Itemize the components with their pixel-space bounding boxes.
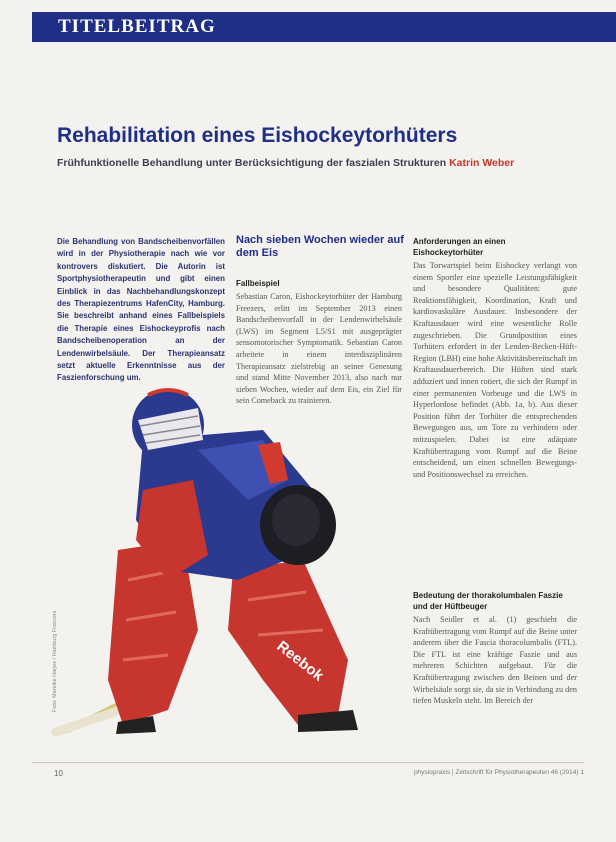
journal-source: physiopraxis | Zeitschrift für Physiotherapeuten 46 (2014) 1 — [413, 769, 584, 776]
fascia-text: Nach Seidler et al. (1) geschieht die Kraftübertragung vom Rumpf auf die Beine unter anderem über die Fascia thoracolumbalis (FTL). Die FTL ist eine kräftige Faszie und aus mehreren Schichten aufgebaut. Für die Kraftübertragung zwischen den Beinen und der Wirbelsäule sorgt sie, da sie in Verbindung zu den tiefen Muskeln steht. Im Bereich der — [413, 615, 577, 706]
column-three-lower — [413, 590, 577, 707]
subline-text: Frühfunktionelle Behandlung unter Berücksichtigung der faszialen Strukturen — [57, 157, 447, 169]
section-rubric — [32, 12, 616, 42]
pad-brand-logo: Reebok — [273, 637, 327, 685]
photo-credit: Foto: Mareike Harjes / Hamburg Freezers — [52, 610, 58, 712]
rubric-label: TITELBEITRAG — [58, 16, 216, 37]
article-intro: Die Behandlung von Bandscheibenvorfällen wird in der Physiotherapie nach wie vor kontrovers diskutiert. Die Autorin ist Sportphysiotherapeutin und gibt einen Einblick in das Nachbehandlungskonzept des Therapiezentrums HafenCity, Hamburg. Sie beschreibt anhand eines Fallbeispiels die Therapie eines Eishockeyprofis nach Bandscheibenoperation an der Lendenwirbelsäule. Der Therapieansatz setzt aktuelle Erkenntnisse aus der Faszienforschung um. — [57, 237, 225, 383]
column-three — [413, 236, 577, 480]
article-headline: Rehabilitation eines Eishockeytorhüters — [57, 124, 458, 147]
page-number: 10 — [54, 769, 63, 778]
page-footer — [32, 762, 584, 783]
section-heading: Nach sieben Wochen wieder auf dem Eis — [236, 234, 404, 259]
requirements-subheading: Anforderungen an einen Eishockeytorhüter — [413, 237, 506, 257]
case-study-subheading: Fallbeispiel — [236, 279, 280, 288]
fascia-subheading: Bedeutung der thorakolumbalen Faszie und der Hüftbeuger — [413, 591, 563, 611]
requirements-text: Das Torwartspiel beim Eishockey verlangt von einem Sportler eine spezielle Leistungsfähigkeit und besondere Qualitäten: gute Reaktionsfähigkeit, Koordination, Kraft und kardiovaskuläre Ausdauer. Insbesondere der Kraftausdauer wird eine wesentliche Rolle zugeschrieben. Die Grundposition eines Torhüters erfordert in der Lenden-Becken-Hüft-Region (LBH) eine hohe Aktivitätsbereitschaft im Kraftausdauerbereich. Die Hüften sind stark adduziert und innen rotiert, die sich der Rumpf in einer permanenten Vorbeuge und die LWS in Hyperlordose befindet (Abb. 1a, b). Aus dieser Position führt der Torhüter die entsprechenden Bewegungen aus, um Tore zu verhindern oder mitzuspielen. Dabei ist eine adäquate Kraftübertragung vom Rumpf auf die Beine entscheidend, um einen schnellen Bewegungs- und Positionswechsel zu erreichen. — [413, 261, 577, 479]
article-subline — [57, 157, 514, 169]
author-name: Katrin Weber — [449, 157, 515, 169]
goalie-photo — [48, 380, 378, 740]
case-study-text: Sebastian Caron, Eishockeytorhüter der Hamburg Freezers, erlitt im September 2013 einen Bandscheibenvorfall in der Lendenwirbelsäule (LWS) im Segment L5/S1 mit ausgeprägter sensomotorischer Symptomatik. Sebastian Caron arbeitete in einem interdisziplinären Therapieansatz zielstrebig an seiner Genesung und stand Mitte November 2013, also nach nur sieben Wochen, wieder auf dem Eis, ein Ziel für sein Comeback zu trainieren. — [236, 292, 402, 406]
